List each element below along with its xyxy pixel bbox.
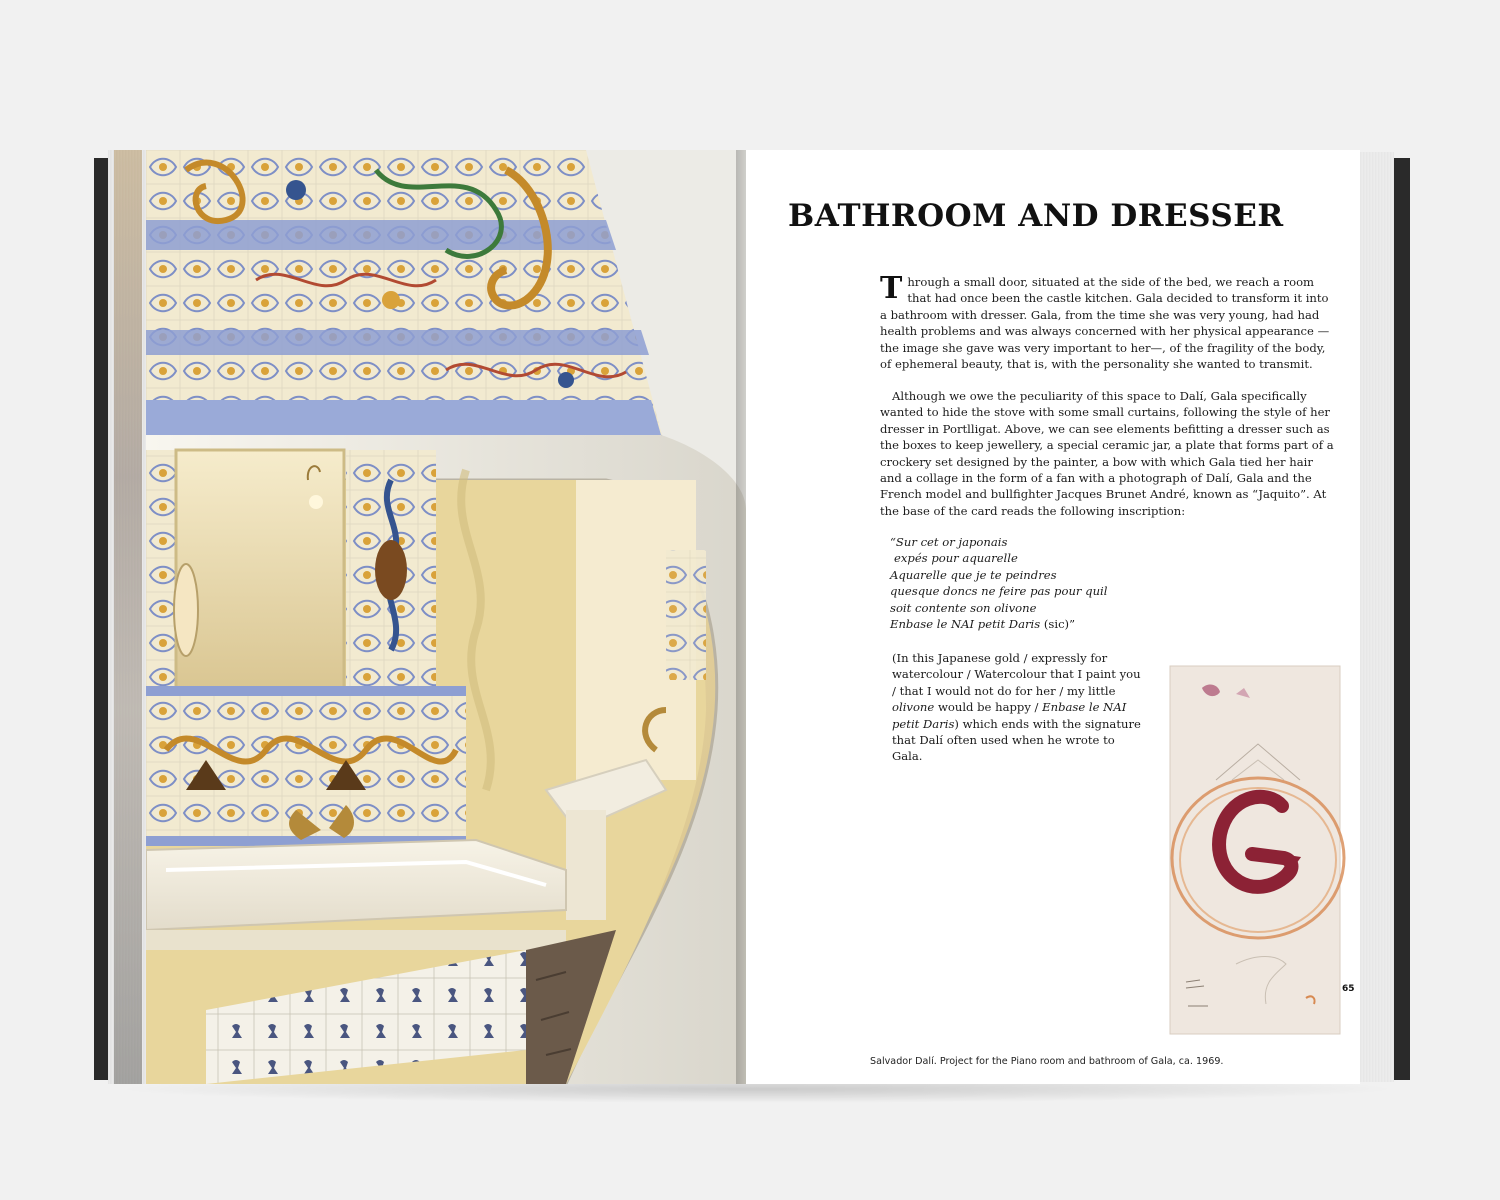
poem-line-last (890, 616, 1190, 632)
drop-cap: T (880, 271, 903, 306)
page-edges-right (1358, 152, 1394, 1082)
translation-part: (In this Japanese gold / expressly for watercolour / Watercolour that I paint you / that I would not do for her / my little (892, 651, 1141, 698)
poem-line: expés pour aquarelle (894, 551, 1018, 566)
poem-line: quesque doncs ne feire pas pour quil (890, 584, 1108, 599)
french-inscription (890, 534, 1190, 632)
paragraph-1-text: hrough a small door, situated at the side of the bed, we reach a room that had once been the castle kitchen. Gala decided to transform it into a bathroom with dresser. Gala, from the time she was very young, had had health problems and was always concerned with her physical appearance —the image she gave was very important to her—, of the fragility of the body, of ephemeral beauty, that is, with the personality she wanted to transmit. (880, 275, 1330, 372)
translation-part: ) which ends with the signature that Dalí often used when he wrote to Gala. (892, 716, 1141, 764)
text-page (746, 150, 1360, 1084)
page-number: 65 (1342, 984, 1355, 994)
poem-sic: (sic)” (1040, 617, 1076, 632)
dali-watercolour-artwork (1166, 664, 1346, 1038)
translation-italic: Enbase le NAI petit Daris (892, 700, 1127, 731)
figure-caption: Salvador Dalí. Project for the Piano room and bathroom of Gala, ca. 1969. (870, 1056, 1224, 1067)
translation-italic: olivone (892, 700, 935, 715)
page-edges-left (108, 150, 148, 1084)
translation-text (892, 650, 1142, 765)
body-paragraph-1 (880, 271, 1334, 372)
poem-line: Aquarelle que je te peindres (890, 567, 1057, 582)
bathroom-photo (146, 150, 746, 1084)
translation-part: would be happy / (934, 700, 1043, 715)
poem-line: soit contente son olivone (890, 600, 1037, 615)
page-title: BATHROOM AND DRESSER (788, 198, 1284, 234)
paragraph-2-text: Although we owe the peculiarity of this space to Dalí, Gala specifically wanted to hide the stove with some small curtains, following the style of her dresser in Portlligat. Above, we can see elements befitting a dresser such as the boxes to keep jewellery, a special ceramic jar, a plate that forms part of a crockery set designed by the painter, a bow with which Gala tied her hair and a collage in the form of a fan with a photograph of Dalí, Gala and the French model and bullfighter Jacques Brunet André, known as “Jaquito”. At the base of the card reads the following inscription: (880, 389, 1334, 518)
poem-line: “Sur cet or japonais (890, 535, 1008, 549)
poem-line: Enbase le NAI petit Daris (890, 617, 1041, 632)
body-paragraph-2 (880, 388, 1334, 519)
